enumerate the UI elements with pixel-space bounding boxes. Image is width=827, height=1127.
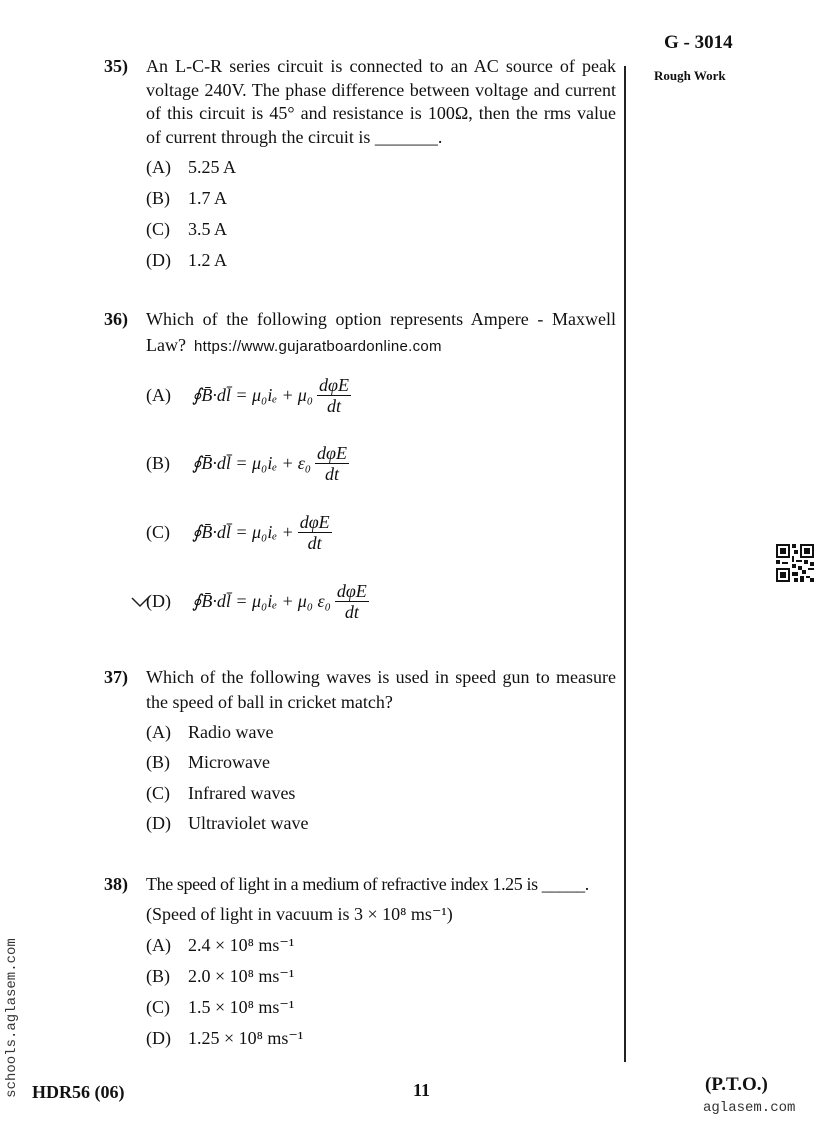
option — [146, 783, 295, 804]
option — [146, 997, 294, 1018]
denominator: dt — [326, 396, 341, 416]
question-text: An L-C-R series circuit is connected to an AC source of peak — [146, 56, 616, 76]
formula-lhs: ∮B̄·dl̄ = μ₀iₑ + — [192, 522, 294, 542]
option-text: Infrared waves — [188, 783, 296, 803]
denominator: dt — [307, 533, 322, 553]
rough-work-divider — [624, 66, 626, 1062]
option — [146, 219, 227, 240]
option — [146, 157, 236, 178]
option-label: (A) — [146, 385, 171, 405]
option-text: 5.25 A — [188, 157, 237, 177]
option-text: Ultraviolet wave — [188, 813, 309, 833]
page-number: 11 — [413, 1080, 431, 1100]
option-label: (B) — [146, 966, 170, 986]
formula-lhs: ∮B̄·dl̄ = μ₀iₑ + — [192, 591, 294, 611]
qr-code-icon — [776, 544, 814, 582]
fraction — [335, 581, 369, 622]
question-text: voltage 240V. The phase difference between voltage and current — [146, 80, 616, 100]
option-text: 2.0 × 10⁸ ms⁻¹ — [188, 966, 295, 986]
numerator: dφE — [299, 512, 330, 532]
formula-coefficient: μ₀ — [297, 385, 313, 405]
option-label: (C) — [146, 783, 170, 803]
footer-paper-code: HDR56 (06) — [32, 1082, 125, 1102]
question-text: Which of the following waves is used in speed gun to measure — [146, 667, 616, 687]
option — [146, 813, 308, 834]
pto-label: (P.T.O.) — [705, 1074, 768, 1095]
option-text: 2.4 × 10⁸ ms⁻¹ — [188, 935, 295, 955]
option-formula — [146, 443, 349, 484]
formula-lhs: ∮B̄·dl̄ = μ₀iₑ + — [192, 453, 294, 473]
question-text — [146, 335, 616, 356]
side-watermark: schools.aglasem.com — [3, 938, 20, 1098]
question-text: the speed of ball in cricket match? — [146, 692, 393, 712]
numerator: dφE — [318, 375, 349, 395]
fraction — [298, 512, 332, 553]
option — [146, 1028, 303, 1049]
option-text: 1.5 × 10⁸ ms⁻¹ — [188, 997, 295, 1017]
question-text: of this circuit is 45° and resistance is 100Ω, then the rms value — [146, 103, 616, 123]
option — [146, 966, 294, 987]
option-label: (C) — [146, 522, 170, 542]
denominator: dt — [325, 464, 340, 484]
question-number: 37) — [104, 667, 128, 687]
option-label: (D) — [146, 250, 171, 270]
option-label: (B) — [146, 752, 170, 772]
option-formula — [146, 375, 351, 416]
option-label: (A) — [146, 157, 171, 177]
question-text: of current through the circuit is _______. — [146, 127, 443, 147]
paper-code-header: G - 3014 — [664, 32, 733, 53]
option-label: (D) — [146, 813, 171, 833]
option-label: (C) — [146, 219, 170, 239]
option-label: (A) — [146, 935, 171, 955]
question-text: (Speed of light in vacuum is 3 × 10⁸ ms⁻¹) — [146, 904, 453, 924]
option — [146, 250, 227, 271]
option-label: (C) — [146, 997, 170, 1017]
numerator: dφE — [317, 443, 347, 463]
option-formula — [146, 581, 369, 622]
option-label: (D) — [146, 1028, 171, 1048]
option — [146, 935, 294, 956]
question-text: The speed of light in a medium of refractive index 1.25 is _____. — [146, 874, 589, 894]
formula-coefficient: μ₀ ε₀ — [297, 591, 331, 611]
option — [146, 188, 227, 209]
numerator: dφE — [336, 581, 367, 601]
question-number: 36) — [104, 309, 128, 329]
option-label: (D) — [146, 591, 171, 611]
question-text: Which of the following option represents Ampere - Maxwell — [146, 309, 616, 329]
question-number: 35) — [104, 56, 128, 76]
url-watermark: https://www.gujaratboardonline.com — [193, 338, 442, 355]
option-text: 3.5 A — [188, 219, 228, 239]
aglasem-watermark: aglasem.com — [703, 1100, 796, 1116]
option-formula — [146, 512, 332, 553]
tick-mark-icon — [130, 594, 152, 610]
fraction — [315, 443, 349, 484]
option-text: 1.7 A — [188, 188, 228, 208]
fraction — [317, 375, 351, 416]
question-text-end: Law? — [146, 335, 186, 355]
formula-coefficient: ε₀ — [297, 453, 312, 473]
formula-lhs: ∮B̄·dl̄ = μ₀iₑ + — [192, 385, 294, 405]
option — [146, 752, 270, 773]
rough-work-label: Rough Work — [654, 68, 726, 83]
option-text: Microwave — [188, 752, 270, 772]
option-text: 1.2 A — [188, 250, 228, 270]
option-label: (B) — [146, 188, 170, 208]
denominator: dt — [344, 602, 359, 622]
option-text: Radio wave — [188, 722, 274, 742]
option-text: 1.25 × 10⁸ ms⁻¹ — [188, 1028, 304, 1048]
option-label: (A) — [146, 722, 171, 742]
option-label: (B) — [146, 453, 170, 473]
question-number: 38) — [104, 874, 128, 894]
option — [146, 722, 273, 743]
